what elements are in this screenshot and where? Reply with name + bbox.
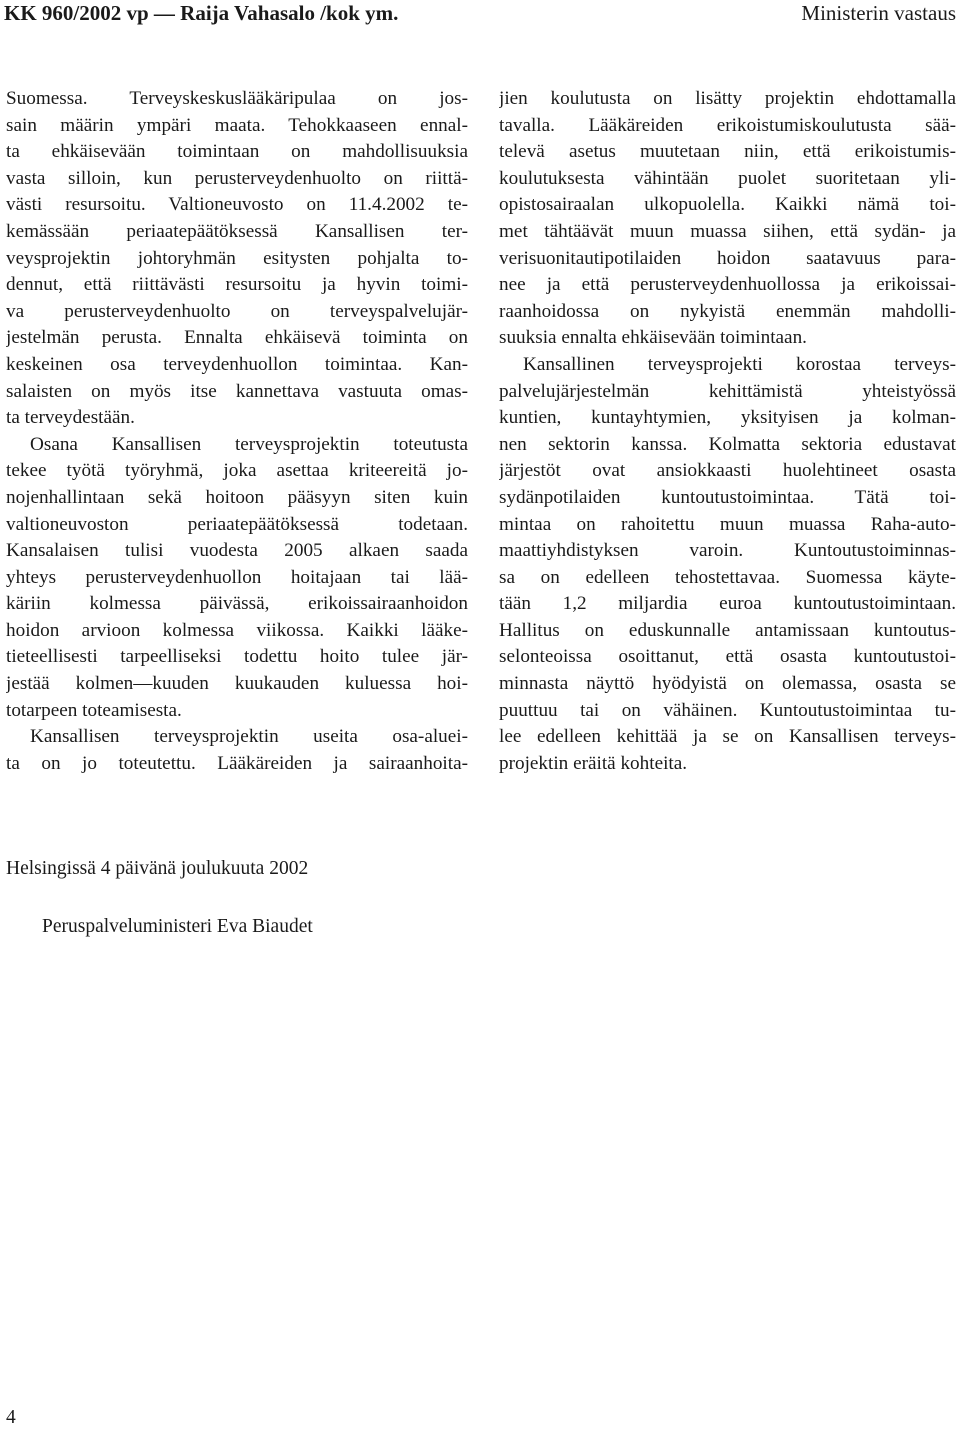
text-line: sydänpotilaiden kuntoutustoimintaa. Tätä toi- — [499, 486, 956, 508]
text-line: mintaa on rahoitettu muun muassa Raha-auto- — [499, 513, 956, 535]
closing-signature: Peruspalveluministeri Eva Biaudet — [42, 916, 313, 937]
text-line: maattiyhdistyksen varoin. Kuntoutustoiminnas- — [499, 540, 956, 562]
text-line: palvelujärjestelmän kehittämistä yhteistyössä — [499, 380, 956, 402]
text-line: yhteys perusterveydenhuollon hoitajaan tai lää- — [6, 566, 468, 588]
text-line: lee edelleen kehittää ja se on Kansallisen terveys- — [499, 726, 956, 748]
text-line: minnasta näyttö hyödyistä on olemassa, osasta se — [499, 673, 956, 695]
text-line: verisuonitautipotilaiden hoidon saatavuus para- — [499, 247, 956, 269]
text-line: nojenhallintaan sekä hoitoon pääsyyn siten kuin — [6, 486, 468, 508]
text-line: Osana Kansallisen terveysprojektin toteutusta — [30, 433, 468, 455]
text-line: televä asetus muutetaan niin, että erikoistumis- — [499, 141, 956, 163]
text-line: suuksia ennalta ehkäisevään toimintaan. — [499, 327, 807, 349]
page-number: 4 — [6, 1407, 16, 1428]
right-text-column — [499, 86, 956, 777]
text-line: jien koulutusta on lisätty projektin ehdottamalla — [499, 88, 956, 109]
text-line: va perusterveydenhuolto on terveyspalvelujär- — [6, 300, 468, 322]
text-line: vasta silloin, kun perusterveydenhuolto on riittä- — [6, 167, 468, 189]
text-line: Suomessa. Terveyskeskuslääkäripulaa on jos- — [6, 88, 468, 109]
text-line: ta terveydestään. — [6, 407, 135, 429]
text-line: ta on jo toteutettu. Lääkäreiden ja sairaanhoita- — [6, 752, 468, 774]
text-line: käriin kolmessa päivässä, erikoissairaanhoidon — [6, 593, 468, 615]
text-line: jestelmän perusta. Ennalta ehkäisevä toiminta on — [6, 327, 468, 349]
left-text-column — [6, 86, 468, 777]
text-line: sa on edelleen tehostettavaa. Suomessa käyte- — [499, 566, 956, 588]
text-line: puuttuu tai on vähäinen. Kuntoutustoimintaa tu- — [499, 699, 956, 721]
text-line: veysprojektin johtoryhmän esitysten pohjalta to- — [6, 247, 468, 269]
header-document-reference: KK 960/2002 vp — Raija Vahasalo /kok ym. — [4, 1, 399, 25]
text-line: keskeinen osa terveydenhuollon toimintaa. Kan- — [6, 353, 468, 375]
text-line: valtioneuvoston periaatepäätöksessä todetaan. — [6, 513, 468, 535]
text-line: dennut, että riittävästi resursoitu ja hyvin toimi- — [6, 274, 468, 296]
text-line: met tähtäävät muun muassa siihen, että sydän- ja — [499, 220, 956, 242]
text-line: järjestöt ovat ansiokkaasti huolehtineet osasta — [499, 460, 956, 482]
text-line: Kansallisen terveysprojektin useita osa-aluei- — [30, 726, 468, 748]
text-line: kemässään periaatepäätöksessä Kansallisen ter- — [6, 220, 468, 242]
text-line: Hallitus on eduskunnalle antamissaan kuntoutus- — [499, 619, 956, 641]
text-line: tekee työtä työryhmä, joka asettaa kriteereitä jo- — [6, 460, 468, 482]
text-line: sain määrin ympäri maata. Tehokkaaseen ennal- — [6, 114, 468, 136]
text-line: tään 1,2 miljardia euroa kuntoutustoimintaan. — [499, 593, 956, 615]
text-line: totarpeen toteamisesta. — [6, 699, 182, 721]
text-line: ta ehkäisevään toimintaan on mahdollisuuksia — [6, 141, 468, 163]
text-line: hoidon arvioon kolmessa viikossa. Kaikki lääke- — [6, 619, 468, 641]
text-line: raanhoidossa on nykyistä enemmän mahdolli- — [499, 300, 956, 322]
text-line: opistosairaalan ulkopuolella. Kaikki nämä toi- — [499, 194, 956, 216]
text-line: salaisten on myös itse kannettava vastuuta omas- — [6, 380, 468, 402]
header-section-title: Ministerin vastaus — [801, 1, 956, 25]
text-line: projektin eräitä kohteita. — [499, 752, 688, 774]
text-line: nen sektorin kanssa. Kolmatta sektoria edustavat — [499, 433, 956, 455]
text-line: kuntien, kuntayhtymien, yksityisen ja kolman- — [499, 407, 956, 429]
closing-place-date: Helsingissä 4 päivänä joulukuuta 2002 — [6, 858, 309, 879]
text-line: nee ja että perusterveydenhuollossa ja erikoissai- — [499, 274, 956, 296]
text-line: tavalla. Lääkäreiden erikoistumiskoulutusta sää- — [499, 114, 956, 136]
text-line: tieteellisesti tarpeelliseksi todettu hoito tulee jär- — [6, 646, 468, 668]
text-line: selonteoissa osoittanut, että osasta kuntoutustoi- — [499, 646, 956, 668]
text-line: Kansallinen terveysprojekti korostaa terveys- — [523, 353, 956, 375]
text-line: västi resursoitu. Valtioneuvosto on 11.4.2002 te- — [6, 194, 468, 216]
text-line: jestää kolmen—kuuden kuukauden kuluessa hoi- — [6, 673, 468, 695]
text-line: Kansalaisen tulisi vuodesta 2005 alkaen saada — [6, 540, 468, 562]
text-line: koulutuksesta vähintään puolet suoritetaan yli- — [499, 167, 956, 189]
